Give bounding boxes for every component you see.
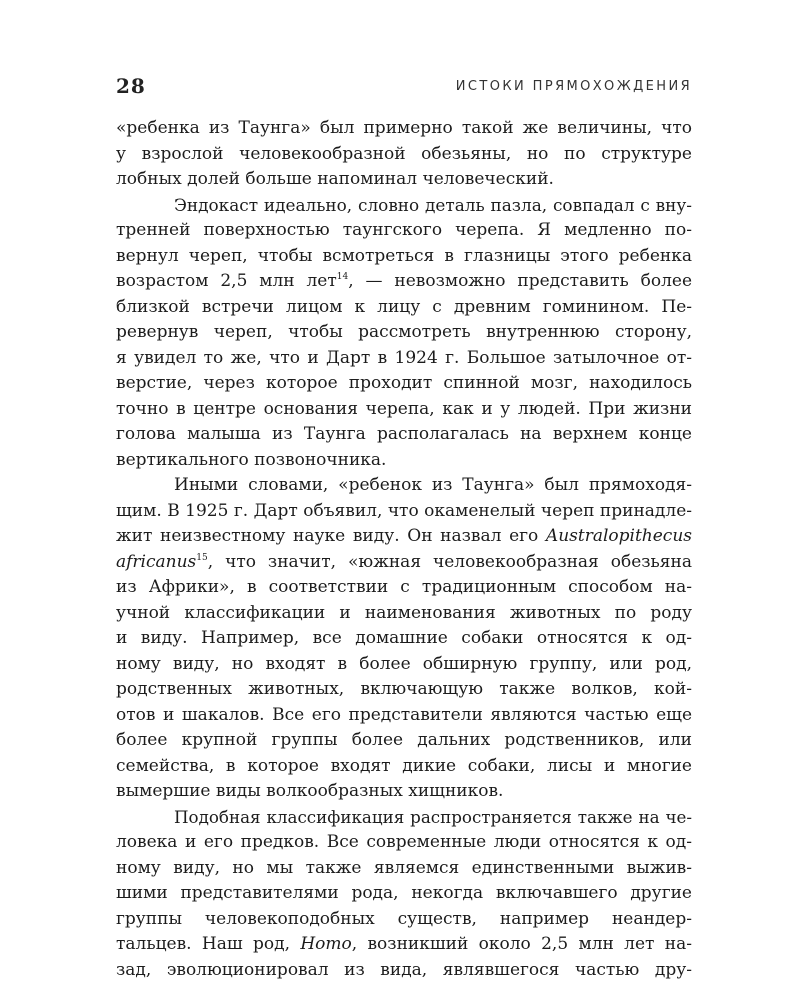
text-line: Эндокаст идеально, словно деталь пазла, совпадал с вну-: [174, 194, 692, 215]
text-line: и виду. Например, все домашние собаки относятся к од-: [116, 628, 692, 648]
text-line: ловека и его предков. Все современные люди относятся к од-: [116, 832, 692, 852]
paragraph: [116, 473, 692, 805]
text-line: семейства, в которое входят дикие собаки, лисы и многие: [116, 755, 692, 776]
text-run: жит неизвестному науке виду. Он назвал его: [116, 526, 546, 546]
text-line: группы человекоподобных существ, например неандер-: [116, 908, 692, 929]
footnote-ref[interactable]: 15: [196, 552, 208, 563]
text-line: [116, 932, 692, 958]
text-line: тренней поверхностью таунгского черепа. Я медленно по-: [116, 220, 692, 240]
text-run: , — невозможно представить более: [348, 271, 693, 291]
text-line: Иными словами, «ребенок из Таунга» был прямоходя-: [174, 475, 692, 495]
text-line: лобных долей больше напоминал человеческий.: [116, 169, 554, 189]
text-line: родственных животных, включающую также волков, кой-: [116, 679, 692, 699]
text-line: ному виду, но входят в более обширную группу, или род,: [116, 653, 692, 674]
text-run: тальцев. Наш род,: [116, 934, 301, 954]
text-line: зад, эволюционировал из вида, являвшегося частью дру-: [116, 959, 692, 980]
text-line: вымершие виды волкообразных хищников.: [116, 781, 504, 801]
text-line: верстие, через которое проходит спинной мозг, находилось: [116, 373, 692, 393]
paragraph: [116, 805, 692, 984]
text-line: ному виду, но мы также являемся единственными выжив-: [116, 857, 692, 878]
running-head: [116, 74, 692, 104]
page-number: 28: [116, 74, 146, 98]
text-line: [116, 524, 692, 550]
text-line: у взрослой человекообразной обезьяны, но по структуре: [116, 143, 692, 164]
text-line: щим. В 1925 г. Дарт объявил, что окаменелый череп принадле-: [116, 500, 692, 521]
text-line: Подобная классификация распространяется также на че-: [174, 807, 692, 827]
text-line: точно в центре основания черепа, как и у людей. При жизни: [116, 398, 692, 419]
running-title: ИСТОКИ ПРЯМОХОЖДЕНИЯ: [455, 79, 692, 94]
text-line: близкой встречи лицом к лицу с древним гоминином. Пе-: [116, 296, 692, 317]
text-line: отов и шакалов. Все его представители являются частью еще: [116, 704, 692, 725]
text-line: [116, 269, 692, 295]
paragraph: [116, 193, 692, 474]
text-line: [116, 550, 692, 576]
text-body: [116, 116, 692, 983]
species-name: africanus: [116, 551, 197, 572]
text-line: более крупной группы более дальних родственников, или: [116, 730, 692, 750]
text-line: «ребенка из Таунга» был примерно такой же величины, что: [116, 118, 692, 138]
text-run: , что значит, «южная человекообразная обезьяна: [207, 551, 692, 572]
text-line: ревернув череп, чтобы рассмотреть внутреннюю сторону,: [116, 322, 692, 342]
text-run: , возникший около 2,5 млн лет на-: [351, 934, 692, 954]
text-line: шими представителями рода, некогда включавшего другие: [116, 883, 692, 903]
genus-name: Australopithecus: [545, 526, 692, 546]
footnote-ref[interactable]: 14: [336, 272, 349, 282]
text-line: учной классификации и наименования животных по роду: [116, 602, 692, 623]
text-line: голова малыша из Таунга располагалась на верхнем конце: [116, 424, 692, 444]
text-line: вернул череп, чтобы всмотреться в глазницы этого ребенка: [116, 245, 692, 266]
text-line: вертикального позвоночника.: [116, 449, 387, 470]
paragraph: [116, 116, 692, 193]
text-line: я увидел то же, что и Дарт в 1924 г. Большое затылочное от-: [116, 347, 692, 368]
text-run: возрастом 2,5 млн лет: [116, 271, 337, 291]
text-line: из Африки», в соответствии с традиционным способом на-: [116, 577, 692, 597]
genus-name: Homo: [300, 934, 352, 954]
